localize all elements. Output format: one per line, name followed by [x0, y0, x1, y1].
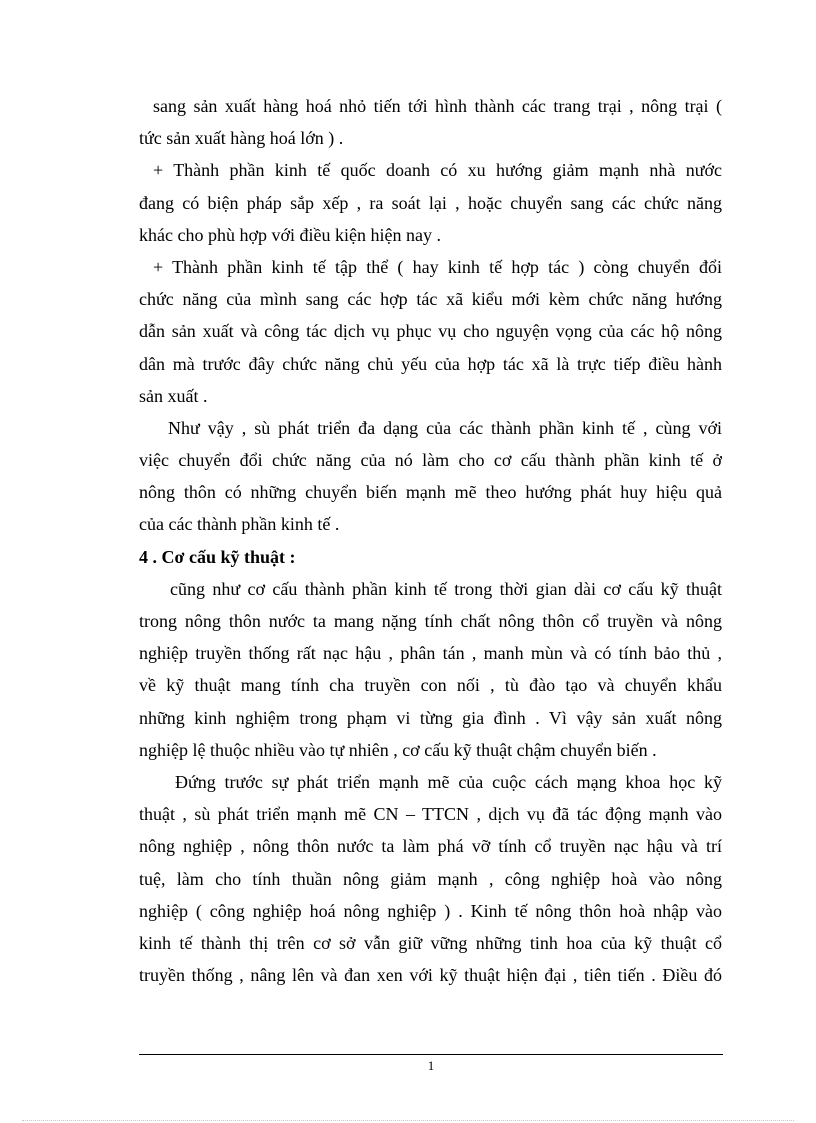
- text-line: sản xuất .: [139, 385, 208, 406]
- section-heading: 4 . Cơ cấu kỹ thuật :: [139, 546, 296, 567]
- text-line: truyền thống , nâng lên và đan xen với kỹ thuật hiện đại , tiên tiến . Điều đó: [139, 965, 722, 986]
- text-line: chức năng của mình sang các hợp tác xã kiểu mới kèm chức năng hướng: [139, 289, 722, 310]
- text-line: trong nông thôn nước ta mang nặng tính chất nông thôn cổ truyền và nông: [139, 611, 722, 631]
- paragraph: [139, 412, 722, 541]
- text-line: kinh tế thành thị trên cơ sở vẫn giữ vững những tinh hoa của kỹ thuật cổ: [139, 932, 722, 953]
- footer-rule: [139, 1054, 723, 1055]
- paragraph: [139, 154, 722, 251]
- text-line: khác cho phù hợp với điều kiện hiện nay .: [139, 224, 441, 245]
- text-line: nghiệp lệ thuộc nhiều vào tự nhiên , cơ cấu kỹ thuật chậm chuyển biến .: [139, 739, 657, 760]
- text-line: đang có biện pháp sắp xếp , ra soát lại , hoặc chuyển sang các chức năng: [139, 192, 722, 213]
- text-line: thuật , sù phát triển mạnh mẽ CN – TTCN , dịch vụ đã tác động mạnh vào: [139, 804, 722, 825]
- text-line: những kinh nghiệm trong phạm vi từng gia đình . Vì vậy sản xuất nông: [139, 707, 722, 728]
- text-line: tức sản xuất hàng hoá lớn ) .: [139, 128, 344, 149]
- paragraph: [139, 90, 722, 154]
- text-line: + Thành phần kinh tế tập thể ( hay kinh tế hợp tác ) còng chuyển đổi: [153, 256, 722, 277]
- text-line: về kỹ thuật mang tính cha truyền con nối , tù đào tạo và chuyển khẩu: [139, 675, 722, 696]
- page-bottom-border: [22, 1120, 794, 1121]
- page-body: [139, 90, 722, 991]
- text-line: dẫn sản xuất và công tác dịch vụ phục vụ cho nguyện vọng của các hộ nông: [139, 321, 722, 342]
- text-line: Như vậy , sù phát triển đa dạng của các thành phần kinh tế , cùng với: [168, 417, 722, 438]
- text-line: nghiệp ( công nghiệp hoá nông nghiệp ) . Kinh tế nông thôn hoà nhập vào: [139, 900, 722, 921]
- text-line: dân mà trước đây chức năng chủ yếu của hợp tác xã là trực tiếp điều hành: [139, 353, 722, 374]
- text-line: cũng như cơ cấu thành phần kinh tế trong thời gian dài cơ cấu kỹ thuật: [170, 578, 722, 599]
- paragraph: [139, 573, 722, 766]
- text-line: tuệ, làm cho tính thuần nông giảm mạnh , công nghiệp hoà vào nông: [139, 868, 722, 889]
- page-number: 1: [427, 1058, 435, 1073]
- text-line: của các thành phần kinh tế .: [139, 514, 340, 535]
- text-line: nông thôn có những chuyển biến mạnh mẽ theo hướng phát huy hiệu quả: [139, 482, 722, 503]
- text-line: sang sản xuất hàng hoá nhỏ tiến tới hình thành các trang trại , nông trại (: [153, 96, 722, 116]
- text-line: nông nghiệp , nông thôn nước ta làm phá vỡ tính cổ truyền nạc hậu và trí: [139, 836, 722, 857]
- text-line: nghiệp truyền thống rất nạc hậu , phân tán , manh mùn và có tính bảo thủ ,: [139, 643, 722, 664]
- text-line: + Thành phần kinh tế quốc doanh có xu hướng giảm mạnh nhà nước: [153, 160, 722, 181]
- paragraph: [139, 766, 722, 991]
- text-line: việc chuyển đổi chức năng của nó làm cho cơ cấu thành phần kinh tế ở: [139, 450, 722, 471]
- paragraph: [139, 251, 722, 412]
- text-line: Đứng trước sự phát triển mạnh mẽ của cuộc cách mạng khoa học kỹ: [175, 771, 722, 792]
